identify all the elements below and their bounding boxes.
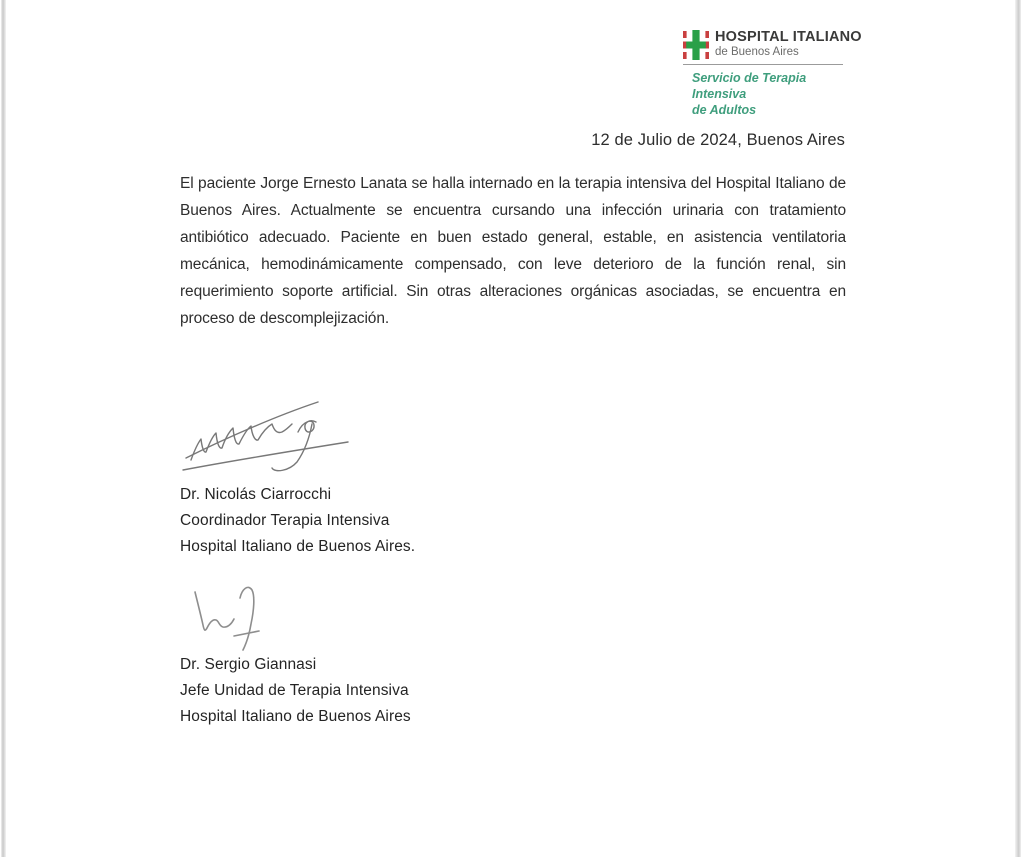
logo-service-line2: de Adultos <box>692 103 757 117</box>
logo-row <box>683 29 862 60</box>
hospital-logo <box>683 29 862 118</box>
hospital-cross-icon <box>683 30 709 60</box>
signatory-name: Dr. Nicolás Ciarrocchi <box>180 486 332 503</box>
logo-text <box>715 29 862 59</box>
signature-block-2 <box>180 652 411 730</box>
logo-service-line1: Servicio de Terapia Intensiva <box>692 71 807 101</box>
signatory-title: Coordinador Terapia Intensiva <box>180 512 390 529</box>
handwritten-signature-icon <box>176 394 354 476</box>
handwritten-signature-icon <box>188 580 268 654</box>
page-edge-shadow-left <box>1 0 6 857</box>
page-edge-shadow-right <box>1015 0 1021 857</box>
signatory-organization: Hospital Italiano de Buenos Aires. <box>180 538 416 555</box>
logo-hospital-subtitle: de Buenos Aires <box>715 46 799 58</box>
logo-divider <box>683 64 843 65</box>
date-line: 12 de Julio de 2024, Buenos Aires <box>591 131 845 149</box>
logo-hospital-name: HOSPITAL ITALIANO <box>715 29 862 45</box>
signatory-title: Jefe Unidad de Terapia Intensiva <box>180 682 409 699</box>
signature-block-1 <box>180 482 415 560</box>
letter-body: El paciente Jorge Ernesto Lanata se halla internado en la terapia intensiva del Hospital Italiano de Buenos Aires. Actualmente se encuentra cursando una infección urinaria con tratamiento antibiótico adecuado. Paciente en buen estado general, estable, en asistencia ventilatoria mecánica, hemodinámicamente compensado, con leve deterioro de la función renal, sin requerimiento soporte artificial. Sin otras alteraciones orgánicas asociadas, se encuentra en proceso de descomplejización. <box>180 175 846 327</box>
logo-service-name <box>683 70 846 118</box>
signatory-name: Dr. Sergio Giannasi <box>180 656 317 673</box>
signatory-organization: Hospital Italiano de Buenos Aires <box>180 708 411 725</box>
